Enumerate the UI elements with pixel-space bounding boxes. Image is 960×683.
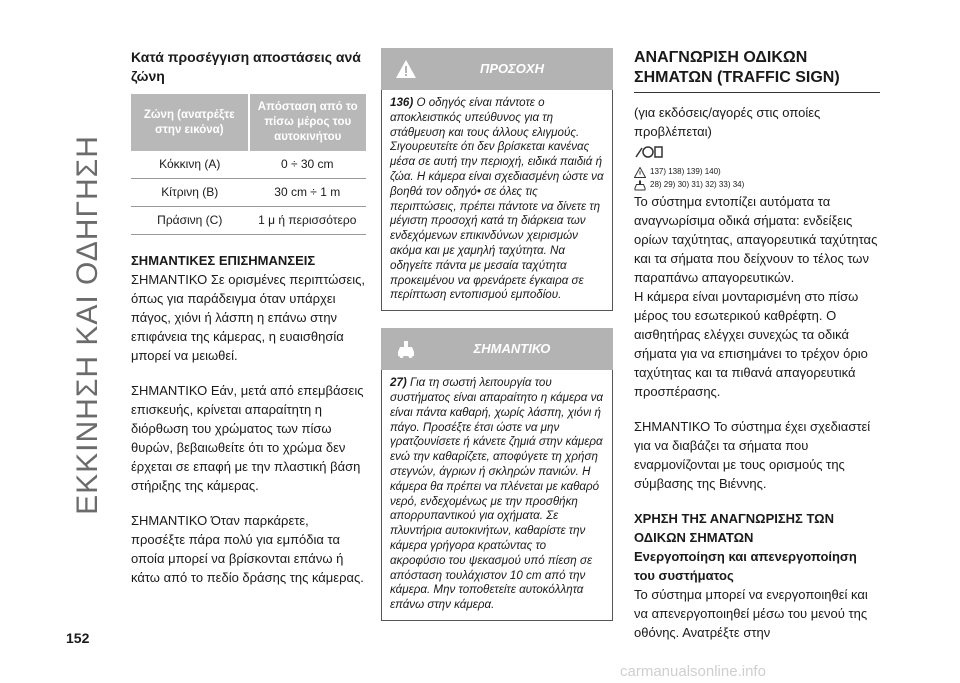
distance-heading: Κατά προσέγγιση αποστάσεις ανά ζώνη bbox=[131, 49, 361, 84]
distance-table bbox=[131, 94, 366, 235]
warning-box-header bbox=[381, 48, 613, 90]
important-refs-text: 28) 29) 30) 31) 32) 33) 34) bbox=[650, 180, 745, 189]
section-heading-line1: ΑΝΑΓΝΩΡΙΣΗ ΟΔΙΚΩΝ bbox=[634, 49, 808, 66]
important-box-title: ΣΗΜΑΝΤΙΚΟ bbox=[473, 341, 551, 357]
sub-heading: ΧΡΗΣΗ ΤΗΣ ΑΝΑΓΝΩΡΙΣΗΣ ΤΩΝ ΟΔΙΚΩΝ ΣΗΜΑΤΩΝ bbox=[634, 511, 834, 545]
warning-number: 136) bbox=[390, 96, 414, 109]
table-header-zone: Ζώνη (ανατρέξτε στην εικόνα) bbox=[131, 94, 249, 151]
section-title: ΣΗΜΑΝΤΙΚΕΣ ΕΠΙΣΗΜΑΝΣΕΙΣ bbox=[131, 253, 316, 268]
distance-cell: 1 μ ή περισσότερο bbox=[249, 207, 367, 235]
zone-cell: Πράσινη (C) bbox=[131, 207, 249, 235]
heading-rule bbox=[634, 92, 880, 93]
page-number: 152 bbox=[66, 630, 90, 646]
warning-box-title: ΠΡΟΣΟΧΗ bbox=[480, 61, 544, 76]
warning-box-body bbox=[381, 90, 613, 311]
distance-cell: 0 ÷ 30 cm bbox=[249, 151, 367, 179]
table-row bbox=[131, 179, 366, 207]
paragraph: ΣΗΜΑΝΤΙΚΟ Εάν, μετά από επεμβάσεις επισκευής, κρίνεται απαραίτητη η διόρθωση του χρώματος των πίσω θυρών, βεβαιωθείτε ότι το χρώμα δεν έρχεται σε επαφή με την πλαστική βάση στήριξης της κάμερας. bbox=[131, 383, 364, 493]
paragraph: ΣΗΜΑΝΤΙΚΟ Όταν παρκάρετε, προσέξτε πάρα πολύ για εμπόδια τα οποία μπορεί να βρίσκονται επάνω ή κάτω από το πεδίο δράσης της κάμερας. bbox=[131, 513, 364, 585]
table-row bbox=[131, 151, 366, 179]
section-heading-line2: ΣΗΜΑΤΩΝ (TRAFFIC SIGN) bbox=[634, 69, 840, 86]
car-hand-icon bbox=[634, 180, 646, 191]
watermark: carmanualsonline.info bbox=[620, 663, 766, 680]
middle-column bbox=[381, 48, 613, 621]
side-title-text: ΕΚΚΙΝΗΣΗ ΚΑΙ ΟΔΗΓΗΣΗ bbox=[71, 135, 104, 515]
zone-cell: Κίτρινη (B) bbox=[131, 179, 249, 207]
paragraph: Η κάμερα είναι μονταρισμένη στο πίσω μέρος του εσωτερικού καθρέφτη. Ο αισθητήρας ελέγχει συνεχώς τα οδικά σήματα για να επισημάνει το τρέχον όριο ταχύτητας και τα πιθανά απαγορευτικά προσπέρασης. bbox=[634, 289, 868, 399]
distance-cell: 30 cm ÷ 1 m bbox=[249, 179, 367, 207]
important-number: 27) bbox=[390, 376, 407, 390]
table-row bbox=[131, 207, 366, 235]
sub-heading: Ενεργοποίηση και απενεργοποίηση του συστήματος bbox=[634, 549, 857, 583]
warning-triangle-icon bbox=[634, 167, 646, 178]
right-column bbox=[634, 48, 880, 658]
paragraph: ΣΗΜΑΝΤΙΚΟ Το σύστημα έχει σχεδιαστεί για να διαβάζει τα σήματα που εναρμονίζονται με τους ορισμούς της σύμβασης της Βιέννης. bbox=[634, 419, 871, 491]
important-box-header bbox=[381, 328, 613, 370]
table-header-distance: Απόσταση από το πίσω μέρος του αυτοκινήτου bbox=[249, 94, 367, 151]
left-column bbox=[131, 48, 366, 603]
intro-text: (για εκδόσεις/αγορές στις οποίες προβλέπεται) bbox=[634, 105, 821, 139]
paragraph: Το σύστημα μπορεί να ενεργοποιηθεί και να απενεργοποιηθεί μέσω του μενού της οθόνης. Ανατρέξτε στην bbox=[634, 587, 868, 640]
paragraph: Το σύστημα εντοπίζει αυτόματα τα αναγνωρίσιμα οδικά σήματα: ενδείξεις ορίων ταχύτητας, απαγορευτικά ταχύτητας και τα σήματα που δείχνουν το τέλος των παραπάνω απαγορευτικών. bbox=[634, 194, 878, 285]
traffic-sign-icon bbox=[634, 145, 880, 164]
important-text: Για τη σωστή λειτουργία του συστήματος είναι απαραίτητο η κάμερα να είναι πάντα καθαρή, χωρίς λάσπη, χιόνι ή πάγο. Προσέξτε έτσι ώστε να μην γρατζουνίσετε ή κάνετε ζημιά στην κάμερα ενώ την καθαρίζετε, αποφύγετε τη χρήση στεγνών, άγριων ή σκληρών πανιών. Η κάμερα θα πρέπει να πλένεται με καθαρό νερό, ενδεχομένως με την προσθήκη απορρυπαντικού για οχήματα. Σε πλυντήρια αυτοκινήτων, καθαρίστε την κάμερα γρήγορα κρατώντας το ακροφύσιο του ψεκασμού υπό πίεση σε απόσταση τουλάχιστον 10 cm από την κάμερα. Μην τοποθετείτε αυτοκόλλητα επάνω στην κάμερα. bbox=[390, 376, 603, 612]
important-box-body bbox=[381, 370, 613, 621]
section-side-title bbox=[58, 20, 118, 630]
warning-text: Ο οδηγός είναι πάντοτε ο αποκλειστικός υπεύθυνος για τη στάθμευση και τους άλλους ελιγμούς. Σιγουρευτείτε ότι δεν βρίσκεται κανένας μέσα σε αυτή την περιοχή, ειδικά παιδιά ή ζώα. Η κάμερα είναι σχεδιασμένη ώστε να βοηθά τον οδηγό• σε όλες τις περιπτώσεις, πρέπει πάντοτε να δίνετε τη μέγιστη προσοχή κατά τη διάρκεια των ενδεχόμενων επικινδύνων χειρισμών ακόμα και με χαμηλή ταχύτητα. Να οδηγείτε πάντα με μεσαία ταχύτητα προκειμένου να φρενάρετε έγκαιρα σε περίπτωση εντοπισμού εμποδίου. bbox=[390, 96, 604, 302]
warning-references bbox=[634, 166, 880, 178]
warning-refs-text: 137) 138) 139) 140) bbox=[650, 167, 721, 176]
important-references bbox=[634, 179, 880, 191]
zone-cell: Κόκκινη (A) bbox=[131, 151, 249, 179]
paragraph: ΣΗΜΑΝΤΙΚΟ Σε ορισμένες περιπτώσεις, όπως για παράδειγμα όταν υπάρχει πάγος, χιόνι ή λάσπη η επάνω στην επιφάνεια της κάμερας, η ευαισθησία μπορεί να μειωθεί. bbox=[131, 272, 365, 363]
